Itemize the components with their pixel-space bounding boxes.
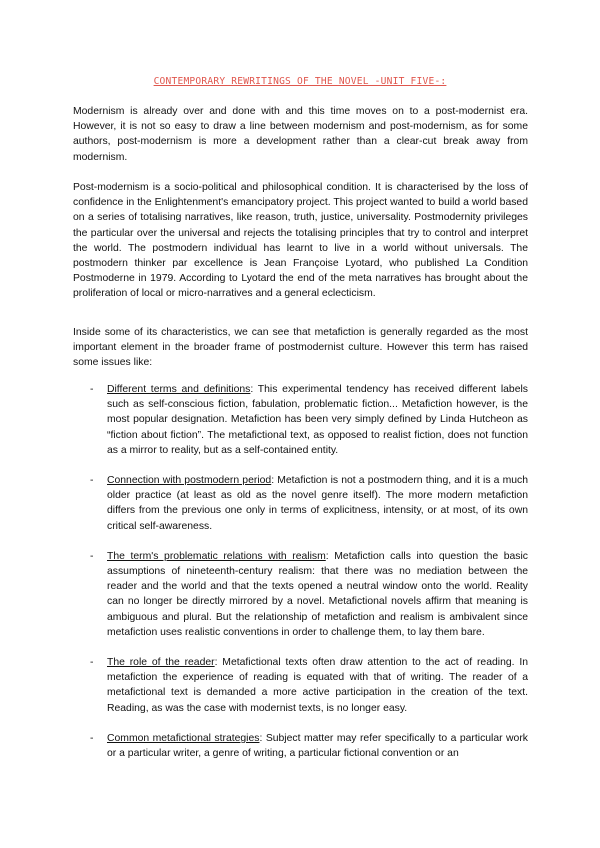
list-item-heading: Different terms and definitions <box>107 384 251 395</box>
list-item <box>90 382 528 458</box>
list-item-heading: Connection with postmodern period <box>107 475 272 487</box>
list-item <box>90 731 528 761</box>
paragraph: Post-modernism is a socio-political and philosophical condition. It is characterised by the loss of confidence in the Enlightenment's emancipatory project. This project wanted to build a world based on a series of totalising narratives, like reason, truth, justice, universality. Postmodernity privileges the particular over the universal and rejects the totalising principles that try to control and interpret the world. The postmodern individual has learnt to live in a world without universals. The postmodern thinker par excellence is Jean Françoise Lyotard, who published La Condition Postmoderne in 1979. According to Lyotard the end of the meta narratives has brought about the proliferation of local or micro-narratives and a general eclecticism. <box>73 182 528 300</box>
page-title: CONTEMPORARY REWRITINGS OF THE NOVEL -UNIT FIVE-: <box>153 76 447 87</box>
list-bullet: - <box>90 384 94 395</box>
list-bullet: - <box>90 657 94 669</box>
list-item <box>90 549 528 640</box>
list-item-heading: Common metafictional strategies <box>107 732 260 744</box>
list-item <box>90 655 528 716</box>
list-item <box>90 473 528 534</box>
list-item-text: : Metafictional texts often draw attention to the act of reading. In metafiction the experience of reading is equated with that of writing. The reader of a metafictional text is demanded a more active participation in the creation of the text. Reading, as was the case with modernist texts, is no longer easy. <box>107 657 528 714</box>
issues-list <box>90 382 528 776</box>
list-bullet: - <box>90 475 94 487</box>
list-item-text: : Metafiction is not a postmodern thing, and it is a much older practice (at least as old as the novel genre itself). The more modern metafiction differs from the previous one only in terms of explicitness, intensity, or at most, of its own critical self-awareness. <box>107 475 529 532</box>
list-bullet: - <box>90 550 94 562</box>
list-item-text: : Subject matter may refer specifically to a particular work or a particular writer, a genre of writing, a particular fictional convention or an <box>107 732 528 760</box>
list-item-text: : This experimental tendency has received different labels such as self-conscious fiction, fabulation, problematic fiction... Metafiction however, is the most popular designation. Metafiction has been very simply defined by Linda Hutcheon as “fiction about fiction”. The metafictional text, as opposed to realist fiction, does not function as a mirror to reality, but as a self-contained entity. <box>107 384 528 456</box>
paragraph: Modernism is already over and done with and this time moves on to a post-modernist era. However, it is not so easy to draw a line between modernism and post-modernism, as for some authors, post-modernism is more a development rather than a clear-cut break away from modernism. <box>73 106 528 163</box>
paragraph: Inside some of its characteristics, we can see that metafiction is generally regarded as the most important element in the broader frame of postmodernist culture. However this term has raised some issues like: <box>73 327 528 369</box>
list-item-text: : Metafiction calls into question the basic assumptions of nineteenth-century realism: that there was no mediation between the reader and the world and that the texts opened a neutral window onto the world. Reality can no longer be directly mirrored by a novel. Metafictional novels affirm that meaning is ambiguous and plural. But the relationship of metafiction and realism is ambivalent since metafiction uses realistic conventions in order to challenge them, to lay them bare. <box>107 550 528 638</box>
list-item-heading: The role of the reader <box>107 657 215 669</box>
list-bullet: - <box>90 732 94 744</box>
list-item-heading: The term's problematic relations with realism <box>107 550 326 562</box>
